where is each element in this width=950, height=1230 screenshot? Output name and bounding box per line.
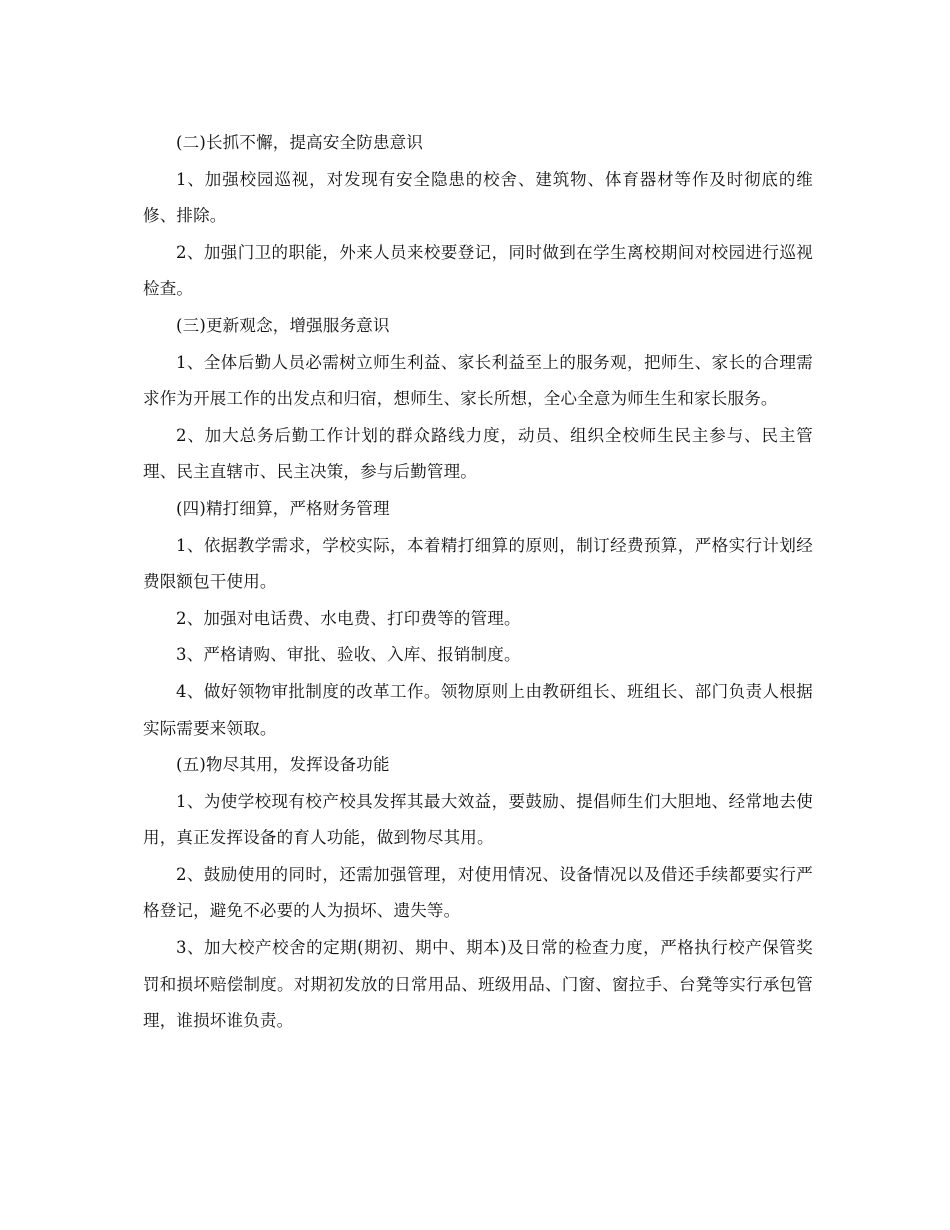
paragraph-5-3: 3、加大校产校舍的定期(期初、期中、期本)及日常的检查力度，严格执行校产保管奖罚和损坏赔偿制度。对期初发放的日常用品、班级用品、门窗、窗拉手、台凳等实行承包管理，谁损坏谁负责。 bbox=[143, 938, 813, 1031]
paragraph-3-2: 2、加大总务后勤工作计划的群众路线力度，动员、组织全校师生民主参与、民主管理、民主直辖市、民主决策，参与后勤管理。 bbox=[143, 425, 813, 482]
paragraph-4-3: 3、严格请购、审批、验收、入库、报销制度。 bbox=[176, 645, 521, 665]
paragraph-5-1: 1、为使学校现有校产校具发挥其最大效益，要鼓励、提倡师生们大胆地、经常地去使用，真正发挥设备的育人功能，做到物尽其用。 bbox=[143, 791, 813, 848]
section-heading-4: (四)精打细算，严格财务管理 bbox=[176, 498, 390, 518]
document-page bbox=[143, 125, 813, 1040]
paragraph-4-2: 2、加强对电话费、水电费、打印费等的管理。 bbox=[176, 608, 521, 628]
paragraph-5-2: 2、鼓励使用的同时，还需加强管理，对使用情况、设备情况以及借还手续都要实行严格登记，避免不必要的人为损坏、遗失等。 bbox=[143, 864, 813, 921]
section-heading-5: (五)物尽其用，发挥设备功能 bbox=[176, 755, 390, 775]
paragraph-2-1: 1、加强校园巡视，对发现有安全隐患的校舍、建筑物、体育器材等作及时彻底的维修、排除。 bbox=[143, 169, 813, 226]
section-heading-2: (二)长抓不懈，提高安全防患意识 bbox=[176, 133, 424, 152]
section-heading-3: (三)更新观念，增强服务意识 bbox=[176, 315, 390, 335]
paragraph-2-2: 2、加强门卫的职能，外来人员来校要登记，同时做到在学生离校期间对校园进行巡视检查。 bbox=[143, 242, 813, 299]
paragraph-4-4: 4、做好领物审批制度的改革工作。领物原则上由教研组长、班组长、部门负责人根据实际需要来领取。 bbox=[143, 681, 813, 738]
paragraph-3-1: 1、全体后勤人员必需树立师生利益、家长利益至上的服务观，把师生、家长的合理需求作为开展工作的出发点和归宿，想师生、家长所想，全心全意为师生生和家长服务。 bbox=[143, 352, 813, 409]
paragraph-4-1: 1、依据教学需求，学校实际，本着精打细算的原则，制订经费预算，严格实行计划经费限额包干使用。 bbox=[143, 535, 813, 592]
